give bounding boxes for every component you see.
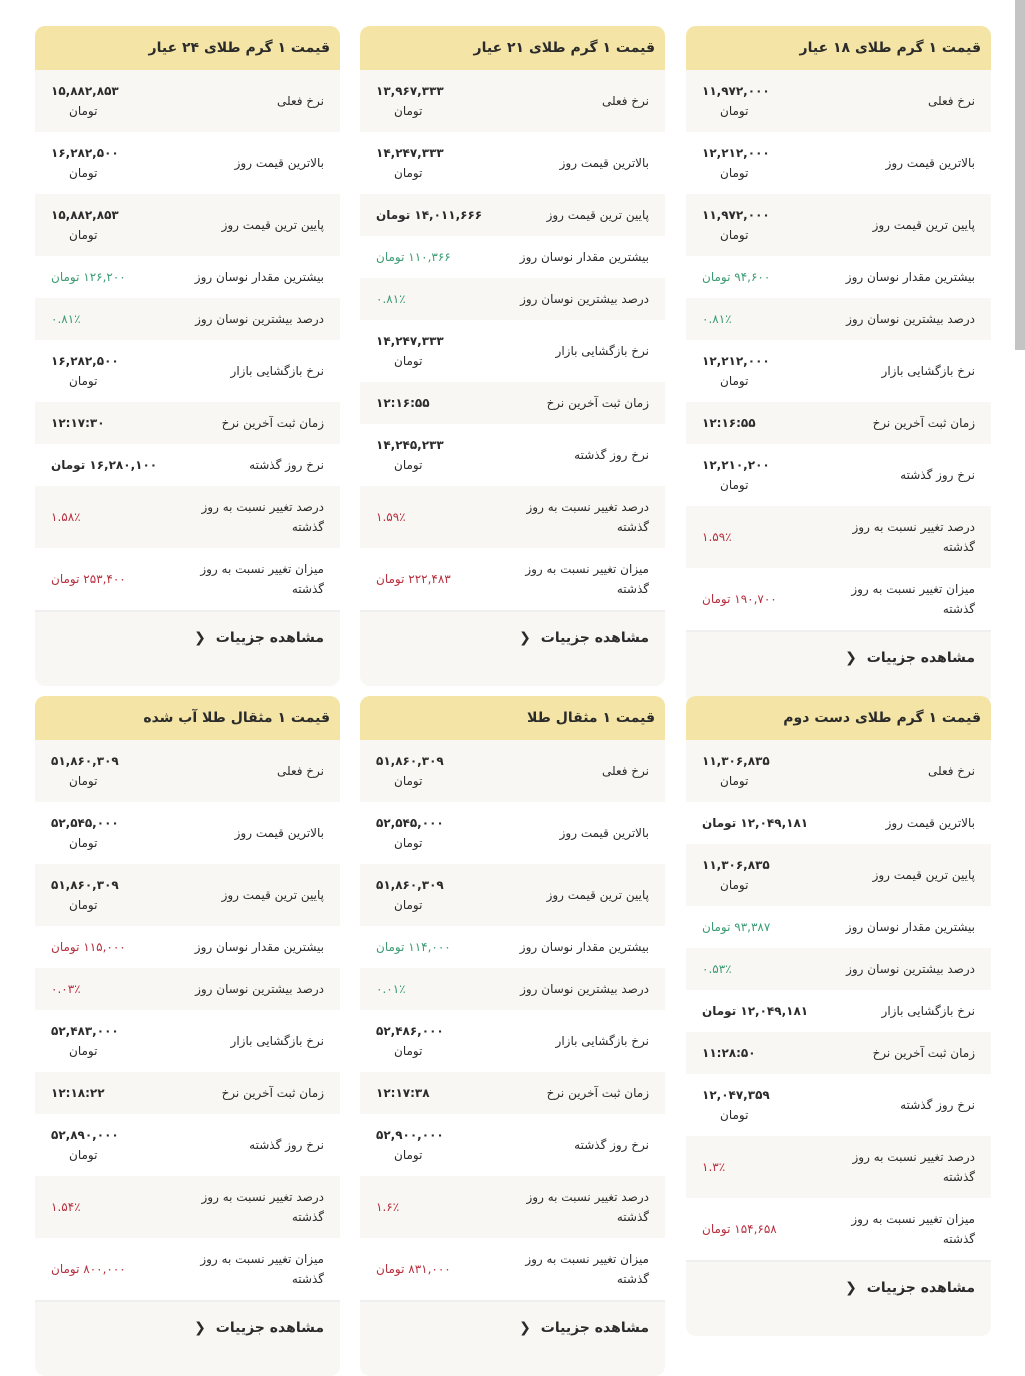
row-value xyxy=(686,917,834,937)
row-value xyxy=(360,205,508,225)
row-label: بیشترین مقدار نوسان روز xyxy=(194,269,324,284)
row-label: نرخ بازگشایی بازار xyxy=(881,363,975,378)
row-value xyxy=(686,959,834,979)
price-row-high xyxy=(686,132,991,194)
row-label: بیشترین مقدار نوسان روز xyxy=(519,249,649,264)
row-value xyxy=(686,589,834,609)
view-details-link[interactable] xyxy=(35,610,340,686)
view-details-label: مشاهده جزییات xyxy=(866,1280,975,1296)
row-label: زمان ثبت آخرین نرخ xyxy=(221,1085,324,1100)
row-label: بالاترین قیمت روز xyxy=(885,155,975,170)
chevron-left-icon: ❮ xyxy=(519,630,531,646)
row-value xyxy=(35,1197,183,1217)
row-value xyxy=(686,1085,834,1125)
row-label: درصد تغییر نسبت به روز گذشته xyxy=(526,499,649,534)
row-value xyxy=(686,1157,834,1177)
row-label: بالاترین قیمت روز xyxy=(559,155,649,170)
price-row-max-swing xyxy=(360,236,665,278)
value-number: ۱۱,۳۰۶,۸۳۵ xyxy=(702,753,770,768)
currency-unit: تومان xyxy=(69,835,98,850)
row-value xyxy=(360,1083,508,1103)
row-label: پایین ترین قیمت روز xyxy=(221,887,324,902)
chevron-left-icon: ❮ xyxy=(194,1320,206,1336)
view-details-link[interactable] xyxy=(35,1300,340,1376)
value-number: ۱۴,۰۱۱,۶۶۶ تومان xyxy=(376,207,483,222)
value-number: ۵۲,۵۴۵,۰۰۰ xyxy=(51,815,119,830)
value-number: ۱۲,۰۴۹,۱۸۱ تومان xyxy=(702,1003,809,1018)
price-row-change-amt xyxy=(686,1198,991,1260)
price-row-last-time xyxy=(35,402,340,444)
currency-unit: تومان xyxy=(720,373,749,388)
value-number: ۱۱۵,۰۰۰ تومان xyxy=(51,939,126,954)
row-value xyxy=(35,267,183,287)
price-row-max-swing-pct xyxy=(360,968,665,1010)
value-number: ۱.۵۹٪ xyxy=(376,509,406,524)
price-row-low xyxy=(686,194,991,256)
row-value xyxy=(35,813,183,853)
value-number: ۵۱,۸۶۰,۳۰۹ xyxy=(51,753,119,768)
row-value xyxy=(360,507,508,527)
chevron-left-icon: ❮ xyxy=(845,1280,857,1296)
currency-unit: تومان xyxy=(720,103,749,118)
currency-unit: تومان xyxy=(394,1043,423,1058)
row-value xyxy=(360,289,508,309)
view-details-link[interactable] xyxy=(686,1260,991,1336)
row-value xyxy=(360,813,508,853)
price-row-prev xyxy=(686,444,991,506)
card-title: قیمت ۱ مثقال طلا آب شده xyxy=(35,696,340,740)
row-label: نرخ فعلی xyxy=(276,93,324,108)
row-value xyxy=(360,1259,508,1279)
value-number: ۰.۰۱٪ xyxy=(376,981,406,996)
view-details-link[interactable] xyxy=(360,610,665,686)
value-number: ۱۲,۲۱۰,۲۰۰ xyxy=(702,457,770,472)
row-value xyxy=(686,813,834,833)
row-value xyxy=(686,455,834,495)
price-row-change-pct xyxy=(360,486,665,548)
row-value xyxy=(686,1219,834,1239)
value-number: ۱۱۴,۰۰۰ تومان xyxy=(376,939,451,954)
currency-unit: تومان xyxy=(69,373,98,388)
price-card xyxy=(686,696,991,1336)
currency-unit: تومان xyxy=(394,897,423,912)
price-row-change-amt xyxy=(360,548,665,610)
row-label: پایین ترین قیمت روز xyxy=(872,867,975,882)
chevron-left-icon: ❮ xyxy=(194,630,206,646)
value-number: ۰.۰۳٪ xyxy=(51,981,81,996)
currency-unit: تومان xyxy=(720,227,749,242)
currency-unit: تومان xyxy=(394,835,423,850)
value-number: ۰.۸۱٪ xyxy=(702,311,732,326)
row-label: پایین ترین قیمت روز xyxy=(221,217,324,232)
value-number: ۵۱,۸۶۰,۳۰۹ xyxy=(376,753,444,768)
value-number: ۱۱,۹۷۲,۰۰۰ xyxy=(702,207,770,222)
currency-unit: تومان xyxy=(720,165,749,180)
currency-unit: تومان xyxy=(69,103,98,118)
currency-unit: تومان xyxy=(69,1147,98,1162)
currency-unit: تومان xyxy=(394,165,423,180)
value-number: ۱۹۰,۷۰۰ تومان xyxy=(702,591,777,606)
currency-unit: تومان xyxy=(394,103,423,118)
row-value xyxy=(686,143,834,183)
row-label: میزان تغییر نسبت به روز گذشته xyxy=(200,1251,324,1286)
price-row-high xyxy=(360,802,665,864)
row-label: بالاترین قیمت روز xyxy=(234,155,324,170)
row-label: نرخ روز گذشته xyxy=(249,1137,324,1152)
row-label: نرخ بازگشایی بازار xyxy=(555,343,649,358)
price-row-prev xyxy=(360,424,665,486)
price-row-max-swing-pct xyxy=(360,278,665,320)
row-label: بیشترین مقدار نوسان روز xyxy=(194,939,324,954)
price-row-high xyxy=(35,132,340,194)
row-label: بالاترین قیمت روز xyxy=(885,815,975,830)
price-card xyxy=(360,696,665,1376)
price-row-low xyxy=(686,844,991,906)
row-label: درصد تغییر نسبت به روز گذشته xyxy=(201,1189,324,1224)
price-card xyxy=(35,26,340,686)
row-value xyxy=(35,507,183,527)
row-value xyxy=(35,1125,183,1165)
value-number: ۱.۵۸٪ xyxy=(51,509,81,524)
price-row-low xyxy=(360,864,665,926)
row-value xyxy=(35,937,183,957)
price-card xyxy=(360,26,665,686)
row-value xyxy=(35,351,183,391)
price-row-current xyxy=(686,70,991,132)
price-row-last-time xyxy=(35,1072,340,1114)
price-row-max-swing-pct xyxy=(35,298,340,340)
price-row-max-swing-pct xyxy=(35,968,340,1010)
currency-unit: تومان xyxy=(720,877,749,892)
row-label: درصد بیشترین نوسان روز xyxy=(846,961,975,976)
card-title: قیمت ۱ گرم طلای ۱۸ عیار xyxy=(686,26,991,70)
value-number: ۱.۵۹٪ xyxy=(702,529,732,544)
price-row-current xyxy=(35,740,340,802)
value-number: ۹۴,۶۰۰ تومان xyxy=(702,269,771,284)
row-value xyxy=(35,569,183,589)
row-label: بیشترین مقدار نوسان روز xyxy=(519,939,649,954)
price-card xyxy=(686,26,991,706)
row-label: درصد تغییر نسبت به روز گذشته xyxy=(201,499,324,534)
currency-unit: تومان xyxy=(394,353,423,368)
row-label: میزان تغییر نسبت به روز گذشته xyxy=(525,1251,649,1286)
value-number: ۱.۶٪ xyxy=(376,1199,400,1214)
row-label: زمان ثبت آخرین نرخ xyxy=(546,395,649,410)
row-value xyxy=(360,1197,508,1217)
price-row-last-time xyxy=(686,402,991,444)
row-value xyxy=(35,413,183,433)
row-value xyxy=(360,81,508,121)
value-number: ۱۱,۹۷۲,۰۰۰ xyxy=(702,83,770,98)
currency-unit: تومان xyxy=(394,773,423,788)
view-details-link[interactable] xyxy=(686,630,991,706)
value-number: ۱۴,۲۴۷,۳۳۳ xyxy=(376,333,444,348)
value-number: ۱۵,۸۸۲,۸۵۳ xyxy=(51,83,119,98)
row-label: پایین ترین قیمت روز xyxy=(872,217,975,232)
scrollbar[interactable] xyxy=(1015,0,1025,350)
value-number: ۱۲,۰۴۷,۳۵۹ xyxy=(702,1087,770,1102)
value-number: ۵۲,۵۴۵,۰۰۰ xyxy=(376,815,444,830)
price-row-max-swing xyxy=(686,256,991,298)
value-number: ۵۲,۸۹۰,۰۰۰ xyxy=(51,1127,119,1142)
price-row-open xyxy=(360,320,665,382)
row-label: نرخ فعلی xyxy=(927,93,975,108)
value-number: ۱۲۶,۲۰۰ تومان xyxy=(51,269,126,284)
view-details-label: مشاهده جزییات xyxy=(540,630,649,646)
price-row-max-swing xyxy=(35,256,340,298)
row-label: زمان ثبت آخرین نرخ xyxy=(546,1085,649,1100)
view-details-link[interactable] xyxy=(360,1300,665,1376)
price-row-open xyxy=(35,340,340,402)
row-value xyxy=(360,875,508,915)
price-row-high xyxy=(686,802,991,844)
row-label: پایین ترین قیمت روز xyxy=(546,207,649,222)
value-number: ۵۱,۸۶۰,۳۰۹ xyxy=(376,877,444,892)
row-value xyxy=(35,309,183,329)
price-row-prev xyxy=(360,1114,665,1176)
row-value xyxy=(35,205,183,245)
row-label: نرخ بازگشایی بازار xyxy=(555,1033,649,1048)
currency-unit: تومان xyxy=(69,165,98,180)
value-number: ۰.۵۳٪ xyxy=(702,961,732,976)
value-number: ۱۱۰,۳۶۶ تومان xyxy=(376,249,451,264)
row-label: درصد بیشترین نوسان روز xyxy=(846,311,975,326)
row-value xyxy=(686,309,834,329)
row-label: نرخ روز گذشته xyxy=(900,467,975,482)
view-details-label: مشاهده جزییات xyxy=(866,650,975,666)
price-row-change-pct xyxy=(35,486,340,548)
value-number: ۱۲:۱۶:۵۵ xyxy=(376,395,430,410)
card-title: قیمت ۱ گرم طلای دست دوم xyxy=(686,696,991,740)
row-value xyxy=(360,247,508,267)
price-row-prev xyxy=(35,444,340,486)
row-label: درصد بیشترین نوسان روز xyxy=(520,291,649,306)
value-number: ۱۱:۲۸:۵۰ xyxy=(702,1045,756,1060)
value-number: ۵۲,۴۸۳,۰۰۰ xyxy=(51,1023,119,1038)
row-label: درصد بیشترین نوسان روز xyxy=(520,981,649,996)
value-number: ۱۲:۱۸:۲۲ xyxy=(51,1085,105,1100)
card-title: قیمت ۱ گرم طلای ۲۱ عیار xyxy=(360,26,665,70)
row-value xyxy=(360,143,508,183)
row-value xyxy=(35,1259,183,1279)
row-label: پایین ترین قیمت روز xyxy=(546,887,649,902)
row-label: بالاترین قیمت روز xyxy=(234,825,324,840)
value-number: ۵۲,۴۸۶,۰۰۰ xyxy=(376,1023,444,1038)
value-number: ۱۵,۸۸۲,۸۵۳ xyxy=(51,207,119,222)
price-row-current xyxy=(35,70,340,132)
row-value xyxy=(360,435,508,475)
row-label: نرخ روز گذشته xyxy=(249,457,324,472)
row-label: درصد تغییر نسبت به روز گذشته xyxy=(526,1189,649,1224)
row-value xyxy=(686,1043,834,1063)
value-number: ۱۳,۹۶۷,۳۳۳ xyxy=(376,83,444,98)
row-value xyxy=(360,1125,508,1165)
price-card xyxy=(35,696,340,1376)
card-title: قیمت ۱ مثقال طلا xyxy=(360,696,665,740)
value-number: ۱۱,۳۰۶,۸۳۵ xyxy=(702,857,770,872)
currency-unit: تومان xyxy=(720,773,749,788)
view-details-label: مشاهده جزییات xyxy=(540,1320,649,1336)
row-label: درصد بیشترین نوسان روز xyxy=(195,981,324,996)
value-number: ۱۲,۲۱۲,۰۰۰ xyxy=(702,145,770,160)
row-value xyxy=(360,979,508,999)
price-row-change-amt xyxy=(35,1238,340,1300)
price-row-change-pct xyxy=(360,1176,665,1238)
currency-unit: تومان xyxy=(394,457,423,472)
value-number: ۱۲,۰۴۹,۱۸۱ تومان xyxy=(702,815,809,830)
row-label: درصد بیشترین نوسان روز xyxy=(195,311,324,326)
row-label: میزان تغییر نسبت به روز گذشته xyxy=(851,581,975,616)
currency-unit: تومان xyxy=(394,1147,423,1162)
row-value xyxy=(686,1001,834,1021)
price-row-current xyxy=(686,740,991,802)
price-row-change-pct xyxy=(35,1176,340,1238)
currency-unit: تومان xyxy=(69,227,98,242)
row-value xyxy=(35,455,183,475)
row-label: درصد تغییر نسبت به روز گذشته xyxy=(852,519,975,554)
chevron-left-icon: ❮ xyxy=(845,650,857,666)
value-number: ۲۲۲,۴۸۳ تومان xyxy=(376,571,451,586)
currency-unit: تومان xyxy=(720,1107,749,1122)
price-row-change-amt xyxy=(35,548,340,610)
view-details-label: مشاهده جزییات xyxy=(215,1320,324,1336)
row-value xyxy=(35,1021,183,1061)
row-value xyxy=(35,143,183,183)
row-value xyxy=(360,1021,508,1061)
value-number: ۱.۵۴٪ xyxy=(51,1199,81,1214)
row-label: نرخ روز گذشته xyxy=(900,1097,975,1112)
row-label: نرخ بازگشایی بازار xyxy=(230,363,324,378)
price-row-open xyxy=(360,1010,665,1072)
value-number: ۱۵۴,۶۵۸ تومان xyxy=(702,1221,777,1236)
row-label: میزان تغییر نسبت به روز گذشته xyxy=(200,561,324,596)
price-row-open xyxy=(686,990,991,1032)
row-value xyxy=(35,1083,183,1103)
currency-unit: تومان xyxy=(720,477,749,492)
value-number: ۸۰۰,۰۰۰ تومان xyxy=(51,1261,126,1276)
row-value xyxy=(360,331,508,371)
price-row-low xyxy=(35,864,340,926)
row-value xyxy=(686,205,834,245)
value-number: ۱۶,۲۸۲,۵۰۰ xyxy=(51,145,119,160)
value-number: ۱۲:۱۷:۳۸ xyxy=(376,1085,430,1100)
chevron-left-icon: ❮ xyxy=(519,1320,531,1336)
price-row-open xyxy=(686,340,991,402)
value-number: ۰.۸۱٪ xyxy=(51,311,81,326)
row-label: نرخ بازگشایی بازار xyxy=(881,1003,975,1018)
value-number: ۱۴,۲۴۷,۳۳۳ xyxy=(376,145,444,160)
price-row-current xyxy=(360,740,665,802)
row-label: زمان ثبت آخرین نرخ xyxy=(872,415,975,430)
row-value xyxy=(686,81,834,121)
row-label: بیشترین مقدار نوسان روز xyxy=(845,269,975,284)
price-row-high xyxy=(360,132,665,194)
view-details-label: مشاهده جزییات xyxy=(215,630,324,646)
value-number: ۱۲:۱۶:۵۵ xyxy=(702,415,756,430)
value-number: ۱۶,۲۸۰,۱۰۰ تومان xyxy=(51,457,158,472)
price-row-last-time xyxy=(360,382,665,424)
currency-unit: تومان xyxy=(69,1043,98,1058)
row-value xyxy=(686,527,834,547)
card-title: قیمت ۱ گرم طلای ۲۴ عیار xyxy=(35,26,340,70)
price-row-prev xyxy=(35,1114,340,1176)
price-row-high xyxy=(35,802,340,864)
row-value xyxy=(360,751,508,791)
row-label: نرخ بازگشایی بازار xyxy=(230,1033,324,1048)
row-value xyxy=(35,979,183,999)
price-row-prev xyxy=(686,1074,991,1136)
price-row-change-amt xyxy=(360,1238,665,1300)
row-value xyxy=(686,351,834,391)
row-label: نرخ فعلی xyxy=(601,93,649,108)
row-value xyxy=(686,413,834,433)
value-number: ۸۳۱,۰۰۰ تومان xyxy=(376,1261,451,1276)
row-value xyxy=(360,937,508,957)
row-label: نرخ روز گذشته xyxy=(574,1137,649,1152)
currency-unit: تومان xyxy=(69,773,98,788)
row-value xyxy=(360,393,508,413)
price-row-low xyxy=(360,194,665,236)
currency-unit: تومان xyxy=(69,897,98,912)
value-number: ۱.۳٪ xyxy=(702,1159,726,1174)
price-row-change-pct xyxy=(686,506,991,568)
price-row-max-swing-pct xyxy=(686,948,991,990)
row-value xyxy=(686,751,834,791)
value-number: ۵۲,۹۰۰,۰۰۰ xyxy=(376,1127,444,1142)
value-number: ۱۴,۲۴۵,۲۳۳ xyxy=(376,437,444,452)
price-row-max-swing xyxy=(35,926,340,968)
price-row-last-time xyxy=(360,1072,665,1114)
price-row-max-swing xyxy=(686,906,991,948)
row-value xyxy=(686,855,834,895)
value-number: ۹۳,۳۸۷ تومان xyxy=(702,919,771,934)
row-value xyxy=(360,569,508,589)
price-row-max-swing xyxy=(360,926,665,968)
row-value xyxy=(35,875,183,915)
row-label: زمان ثبت آخرین نرخ xyxy=(872,1045,975,1060)
row-label: بیشترین مقدار نوسان روز xyxy=(845,919,975,934)
price-row-change-pct xyxy=(686,1136,991,1198)
row-label: نرخ فعلی xyxy=(601,763,649,778)
row-label: درصد تغییر نسبت به روز گذشته xyxy=(852,1149,975,1184)
row-label: نرخ فعلی xyxy=(927,763,975,778)
row-label: نرخ روز گذشته xyxy=(574,447,649,462)
price-row-max-swing-pct xyxy=(686,298,991,340)
row-value xyxy=(35,81,183,121)
row-value xyxy=(35,751,183,791)
value-number: ۰.۸۱٪ xyxy=(376,291,406,306)
price-row-open xyxy=(35,1010,340,1072)
value-number: ۱۲:۱۷:۳۰ xyxy=(51,415,105,430)
row-label: میزان تغییر نسبت به روز گذشته xyxy=(851,1211,975,1246)
price-row-change-amt xyxy=(686,568,991,630)
row-value xyxy=(686,267,834,287)
row-label: بالاترین قیمت روز xyxy=(559,825,649,840)
price-row-last-time xyxy=(686,1032,991,1074)
value-number: ۵۱,۸۶۰,۳۰۹ xyxy=(51,877,119,892)
row-label: میزان تغییر نسبت به روز گذشته xyxy=(525,561,649,596)
value-number: ۲۵۳,۴۰۰ تومان xyxy=(51,571,126,586)
row-label: زمان ثبت آخرین نرخ xyxy=(221,415,324,430)
value-number: ۱۶,۲۸۲,۵۰۰ xyxy=(51,353,119,368)
value-number: ۱۲,۲۱۲,۰۰۰ xyxy=(702,353,770,368)
price-row-low xyxy=(35,194,340,256)
price-row-current xyxy=(360,70,665,132)
row-label: نرخ فعلی xyxy=(276,763,324,778)
